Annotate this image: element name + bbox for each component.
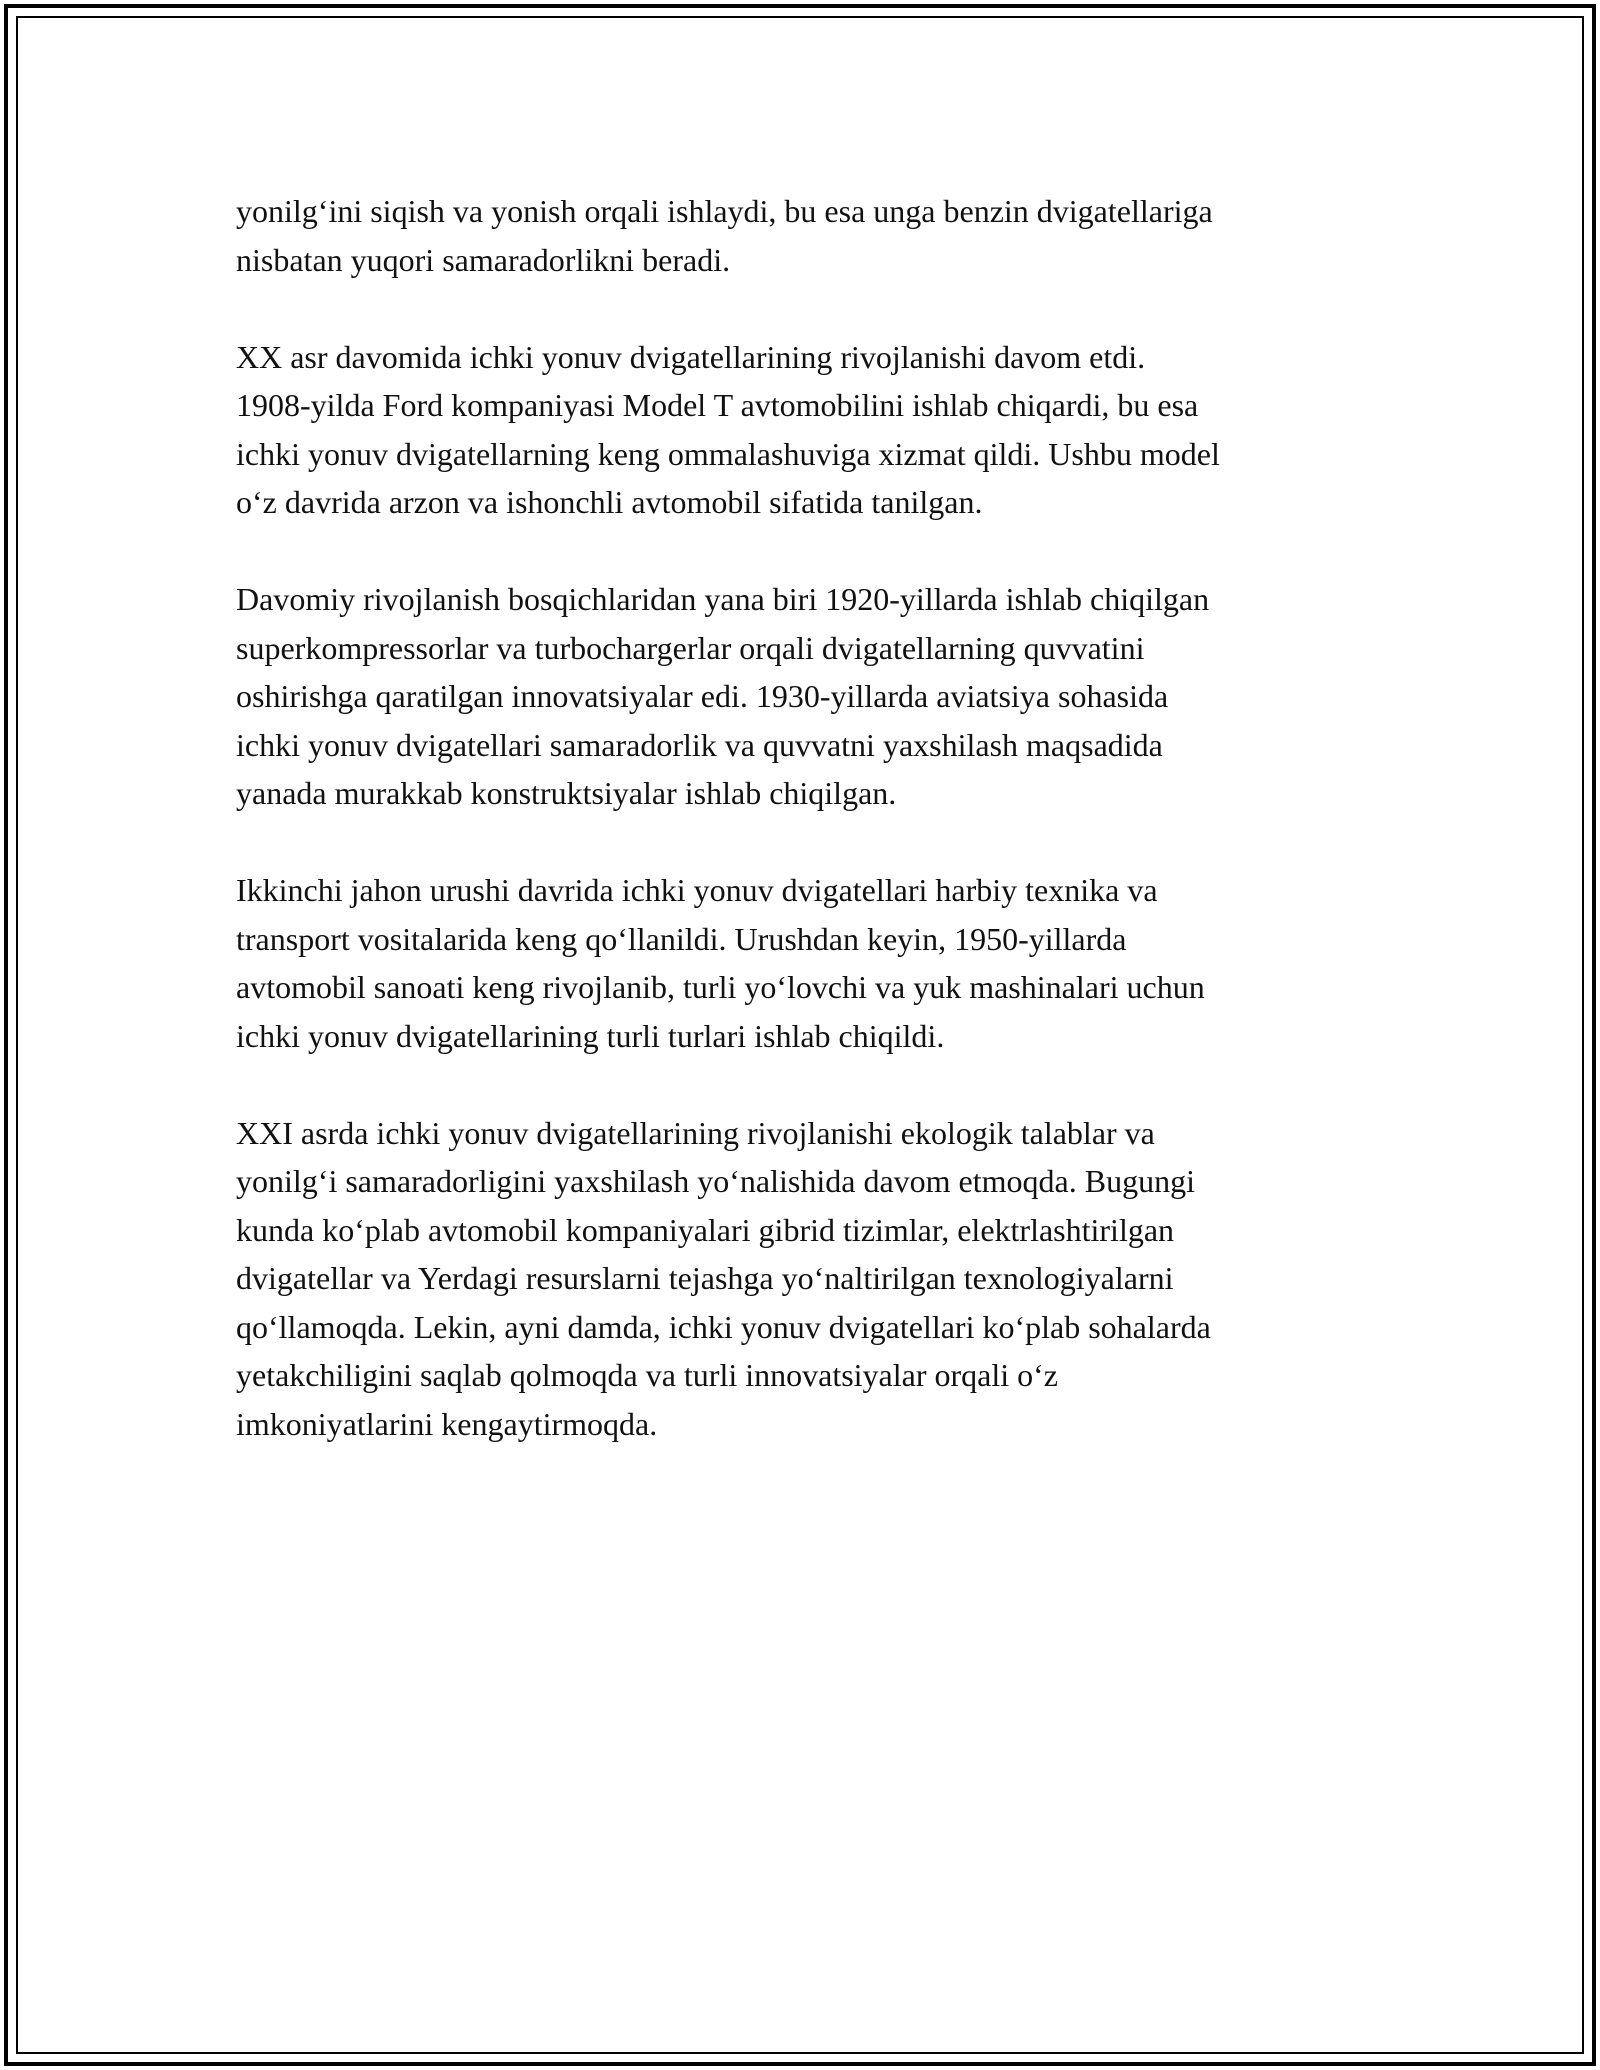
document-body	[236, 187, 1376, 1497]
paragraph-superchargers: Davomiy rivojlanish bosqichlaridan yana biri 1920-yillarda ishlab chiqilgan superkompressorlar va turbochargerlar orqali dvigatellarning quvvatini oshirishga qaratilgan innovatsiyalar edi. 1930-yillarda aviatsiya sohasida ichki yonuv dvigatellari samaradorlik va quvvatni yaxshilash maqsadida yanada murakkab konstruktsiyalar ishlab chiqilgan.	[236, 581, 1210, 811]
paragraph-model-t: XX asr davomida ichki yonuv dvigatellarining rivojlanishi davom etdi. 1908-yilda Ford kompaniyasi Model T avtomobilini ishlab chiqardi, bu esa ichki yonuv dvigatellarning keng ommalashuviga xizmat qildi. Ushbu model o‘z davrida arzon va ishonchli avtomobil sifatida tanilgan.	[236, 338, 1220, 520]
paragraph-world-war-two: Ikkinchi jahon urushi davrida ichki yonuv dvigatellari harbiy texnika va transport vositalarida keng qo‘llanildi. Urushdan keyin, 1950-yillarda avtomobil sanoati keng rivojlanib, turli yo‘lovchi va yuk mashinalari uchun ichki yonuv dvigatellarining turli turlari ishlab chiqildi.	[236, 872, 1205, 1054]
paragraph-21st-century: XXI asrda ichki yonuv dvigatellarining rivojlanishi ekologik talablar va yonilg‘i samaradorligini yaxshilash yo‘nalishida davom etmoqda. Bugungi kunda ko‘plab avtomobil kompaniyalari gibrid tizimlar, elektrlashtirilgan dvigatellar va Yerdagi resurslarni tejashga yo‘naltirilgan texnologiyalarni qo‘llamoqda. Lekin, ayni damda, ichki yonuv dvigatellari ko‘plab sohalarda yetakchiligini saqlab qolmoqda va turli innovatsiyalar orqali o‘z imkoniyatlarini kengaytirmoqda.	[236, 1114, 1211, 1442]
paragraph-diesel-efficiency: yonilg‘ini siqish va yonish orqali ishlaydi, bu esa unga benzin dvigatellariga nisbatan yuqori samaradorlikni beradi.	[236, 193, 1213, 278]
